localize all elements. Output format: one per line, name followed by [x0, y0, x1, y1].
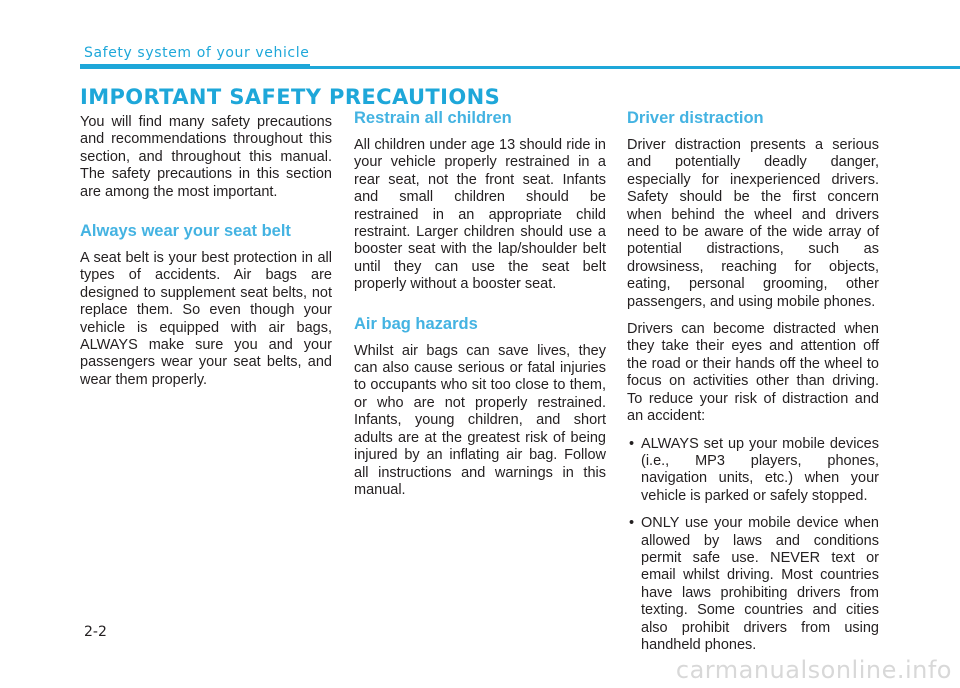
header-rule [80, 66, 960, 69]
section-label: Safety system of your vehicle [84, 45, 310, 61]
seat-belt-heading: Always wear your seat belt [80, 222, 291, 241]
column-left [80, 114, 332, 399]
seat-belt-paragraph: A seat belt is your best protection in all types of accidents. Air bags are designed to supplement seat belts, not replace them. So even though your vehicle is equipped with air bags, ALWAYS make sure you and your passengers wear your seat belts, and wear them properly. [80, 250, 332, 388]
distraction-paragraph-1: Driver distraction presents a serious and potentially deadly danger, especially for inexperienced drivers. Safety should be the first concern when behind the wheel and drivers need to be aware of the wide array of potential distractions, such as drowsiness, reaching for objects, eating, personal grooming, other passengers, and using mobile phones. [627, 137, 879, 310]
distraction-bullet-list [627, 436, 879, 655]
page-number: 2-2 [84, 624, 107, 640]
air-bag-heading: Air bag hazards [354, 314, 478, 333]
children-heading: Restrain all children [354, 109, 512, 127]
list-item: • ONLY use your mobile device when allowed by laws and conditions permit safe use. NEVER text or email whilst driving. Most countries have laws prohibiting drivers from texting. Some countries and cities also prohibit drivers from using handheld phones. [627, 515, 879, 654]
distraction-heading: Driver distraction [627, 109, 764, 127]
page-title: IMPORTANT SAFETY PRECAUTIONS [80, 85, 501, 109]
children-paragraph: All children under age 13 should ride in your vehicle properly restrained in a rear seat, not the front seat. Infants and small children should be restrained in an appropriate child restraint. Larger children should use a booster seat with the lap/shoulder belt until they can use the seat belt properly without a booster seat. [354, 137, 606, 293]
distraction-paragraph-2: Drivers can become distracted when they take their eyes and attention off the road or their hands off the wheel to focus on activities other than driving. To reduce your risk of distraction and an accident: [627, 321, 879, 425]
column-right [627, 108, 879, 664]
air-bag-paragraph: Whilst air bags can save lives, they can also cause serious or fatal injuries to occupants who sit too close to them, or who are not properly restrained. Infants, young children, and short adults are at the greatest risk of being injured by an inflating air bag. Follow all instructions and warnings in this manual. [354, 342, 606, 498]
column-middle [354, 108, 606, 509]
list-item: • ALWAYS set up your mobile devices (i.e., MP3 players, phones, navigation units, etc.) when your vehicle is parked or safely stopped. [627, 436, 879, 506]
intro-paragraph: You will find many safety precautions and recommendations throughout this section, and throughout this manual. The safety precautions in this section are among the most important. [80, 114, 332, 200]
watermark: carmanualsonline.info [675, 656, 952, 684]
